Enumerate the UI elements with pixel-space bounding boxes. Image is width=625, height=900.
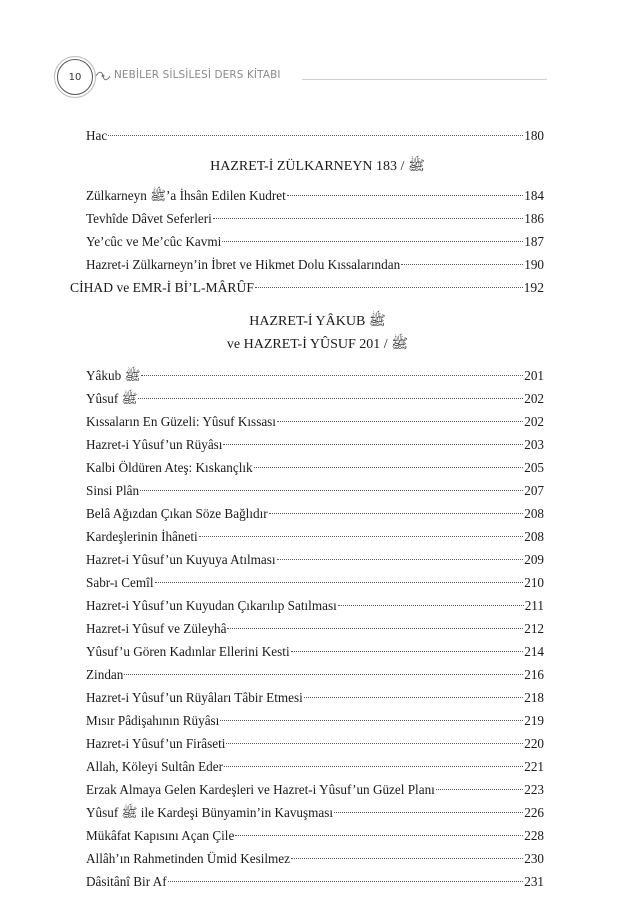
dot-leader [338, 605, 524, 606]
toc-entry-title: Allâh’ın Rahmetinden Ümid Kesilmez [86, 851, 290, 866]
toc-entry[interactable] [86, 847, 544, 870]
toc-entry[interactable] [86, 663, 544, 686]
dot-leader [224, 766, 523, 767]
toc-entry-title: Erzak Almaya Gelen Kardeşleri ve Hazret-i Yûsuf’un Güzel Planı [86, 782, 435, 797]
toc-entry-page: 208 [524, 529, 544, 544]
toc-entry-page: 230 [524, 851, 544, 866]
toc-entry[interactable] [86, 801, 544, 824]
toc-entry-title: Mısır Pâdişahının Rüyâsı [86, 713, 220, 728]
dot-leader [255, 287, 523, 288]
toc-entry[interactable] [86, 778, 544, 801]
toc-entry-page: 205 [524, 460, 544, 475]
toc-entry-page: 202 [524, 391, 544, 406]
toc-entry[interactable] [86, 709, 544, 732]
dot-leader [227, 628, 523, 629]
dot-leader [220, 720, 523, 721]
dot-leader [304, 697, 523, 698]
dot-leader [254, 467, 524, 468]
toc-entry[interactable] [86, 364, 544, 387]
toc-entry[interactable] [86, 456, 544, 479]
dot-leader [334, 812, 523, 813]
toc-entry[interactable] [86, 824, 544, 847]
toc-entry-title: Mükâfat Kapısını Açan Çile [86, 828, 235, 843]
dot-leader [168, 881, 524, 882]
toc-entry-title: Hazret-i Yûsuf ve Züleyhâ [86, 621, 227, 636]
toc-entry-title: Yâkub ﷺ [86, 368, 141, 383]
toc-entry-page: 219 [524, 713, 544, 728]
toc-entry-page: 190 [524, 257, 544, 272]
toc-entry[interactable] [86, 755, 544, 778]
toc-entry-page: 228 [524, 828, 544, 843]
dot-leader [226, 743, 523, 744]
section-heading-yakub: HAZRET-İ YÂKUB ﷺ [249, 314, 386, 329]
dot-leader [277, 421, 523, 422]
toc-entry-title: Hazret-i Zülkarneyn’in İbret ve Hikmet Dolu Kıssalarından [86, 257, 401, 272]
toc-entry[interactable] [86, 870, 544, 893]
toc-list [86, 364, 544, 893]
dot-leader [277, 559, 524, 560]
toc-entry[interactable] [86, 479, 544, 502]
toc-entry[interactable] [86, 548, 544, 571]
toc-entry-title: CİHAD ve EMR-İ Bİ’L-MÂRÛF [70, 280, 254, 295]
toc-entry-page: 211 [524, 598, 544, 613]
section-heading-yusuf: ve HAZRET-İ YÛSUF ﷺ / 201 [226, 337, 409, 352]
toc-entry[interactable] [86, 184, 544, 207]
dot-leader [436, 789, 523, 790]
toc-entry-page: 184 [524, 188, 544, 203]
toc-entry-title: Hazret-i Yûsuf’un Rüyâsı [86, 437, 223, 452]
toc-entry[interactable] [86, 387, 544, 410]
toc-entry[interactable] [86, 594, 544, 617]
toc-entry-title: Yûsuf ﷺ ile Kardeşi Bünyamin’in Kavuşması [86, 805, 334, 820]
toc-entry-page: 218 [524, 690, 544, 705]
ornament-icon [95, 69, 111, 83]
dot-leader [401, 264, 523, 265]
toc-entry-title: Hazret-i Yûsuf’un Kuyudan Çıkarılıp Satılması [86, 598, 337, 613]
dot-leader [199, 536, 524, 537]
toc-entry-page: 231 [524, 874, 544, 889]
dot-leader [291, 651, 524, 652]
dot-leader [291, 858, 523, 859]
header-rule [302, 79, 547, 80]
toc-entry-title: Hazret-i Yûsuf’un Kuyuya Atılması [86, 552, 276, 567]
toc-entry[interactable] [86, 433, 544, 456]
dot-leader [223, 444, 523, 445]
toc-entry[interactable] [86, 571, 544, 594]
toc-entry-title: Yûsuf ﷺ [86, 391, 138, 406]
toc-entry-page: 223 [524, 782, 544, 797]
toc-entry[interactable] [86, 502, 544, 525]
toc-entry-page: 210 [524, 575, 544, 590]
section-heading-zulkarneyn: HAZRET-İ ZÜLKARNEYN ﷺ / 183 [210, 159, 425, 174]
toc-entry-title: Zülkarneyn ﷺ’a İhsân Edilen Kudret [86, 188, 286, 203]
toc-entry-page: 216 [524, 667, 544, 682]
toc-entry[interactable] [86, 207, 544, 230]
toc-entry[interactable] [86, 253, 544, 276]
toc-entry-title: Hazret-i Yûsuf’un Rüyâları Tâbir Etmesi [86, 690, 303, 705]
dot-leader [140, 490, 523, 491]
dot-leader [213, 218, 523, 219]
toc-entry-page: 201 [524, 368, 544, 383]
toc-entry-page: 220 [524, 736, 544, 751]
toc-entry-page: 207 [524, 483, 544, 498]
dot-leader [141, 375, 523, 376]
toc-entry[interactable] [86, 732, 544, 755]
toc-entry-page: 192 [523, 280, 544, 295]
toc-entry-title: Kalbi Öldüren Ateş: Kıskançlık [86, 460, 253, 475]
toc-entry-title: Allah, Köleyi Sultân Eder [86, 759, 223, 774]
toc-entry-page: 208 [524, 506, 544, 521]
toc-entry-page: 214 [524, 644, 544, 659]
page-number: 10 [68, 71, 82, 83]
page-number-badge [57, 59, 93, 95]
toc-entry-title: Hazret-i Yûsuf’un Firâseti [86, 736, 226, 751]
toc-entry-page: 221 [524, 759, 544, 774]
toc-entry-title: Kıssaların En Güzeli: Yûsuf Kıssası [86, 414, 276, 429]
toc-entry-page: 226 [524, 805, 544, 820]
toc-entry-page: 202 [524, 414, 544, 429]
toc-entry[interactable] [86, 410, 544, 433]
dot-leader [269, 513, 524, 514]
toc-entry-title: Kardeşlerinin İhâneti [86, 529, 198, 544]
toc-entry-title: Yûsuf’u Gören Kadınlar Ellerini Kesti [86, 644, 290, 659]
toc-entry-title: Hac [86, 128, 108, 143]
toc-entry-title: Sabr-ı Cemîl [86, 575, 154, 590]
toc-entry-title: Belâ Ağızdan Çıkan Söze Bağlıdır [86, 506, 268, 521]
toc-entry[interactable] [86, 124, 544, 147]
dot-leader [235, 835, 523, 836]
toc-entry-major[interactable] [70, 276, 544, 299]
toc-entry-page: 180 [524, 128, 544, 143]
toc-entry-title: Dâsitânî Bir Af [86, 874, 167, 889]
toc-entry[interactable] [86, 686, 544, 709]
toc-entry-title: Tevhîde Dâvet Seferleri [86, 211, 212, 226]
toc-entry-page: 187 [524, 234, 544, 249]
table-of-contents [70, 124, 544, 893]
dot-leader [287, 195, 523, 196]
toc-entry[interactable] [86, 525, 544, 548]
toc-entry-title: Ye’cûc ve Me’cûc Kavmi [86, 234, 222, 249]
dot-leader [222, 241, 523, 242]
toc-entry[interactable] [86, 640, 544, 663]
book-title: NEBİLER SİLSİLESİ DERS KİTABI [114, 69, 281, 81]
toc-entry[interactable] [86, 617, 544, 640]
dot-leader [155, 582, 524, 583]
toc-entry[interactable] [86, 230, 544, 253]
toc-entry-title: Sinsi Plân [86, 483, 140, 498]
toc-entry-page: 212 [524, 621, 544, 636]
dot-leader [138, 398, 523, 399]
toc-entry-title: Zindan [86, 667, 124, 682]
running-header [57, 59, 547, 99]
dot-leader [108, 135, 523, 136]
toc-entry-page: 209 [524, 552, 544, 567]
dot-leader [124, 674, 523, 675]
toc-entry-page: 203 [524, 437, 544, 452]
toc-entry-page: 186 [524, 211, 544, 226]
